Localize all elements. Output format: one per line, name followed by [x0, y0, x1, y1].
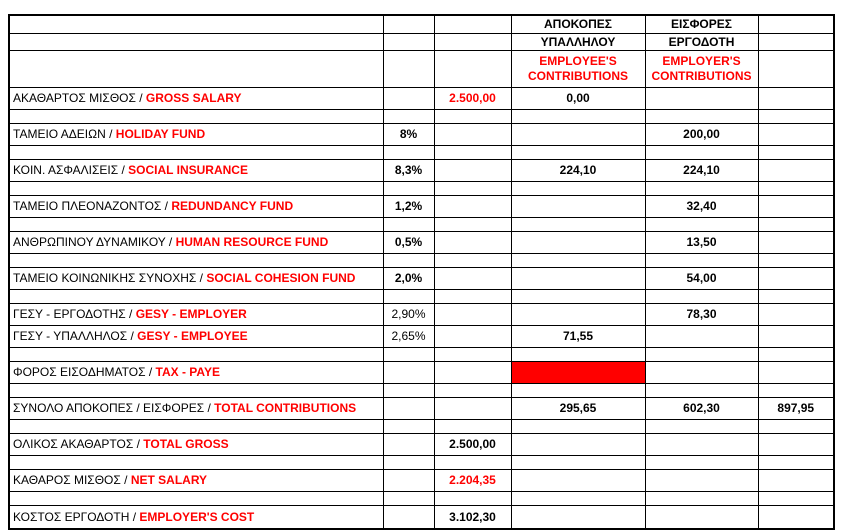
row-employers-cost — [9, 505, 834, 529]
row-gesy-employee — [9, 325, 834, 347]
cell-total[interactable] — [758, 231, 834, 253]
cell-employer[interactable] — [645, 433, 758, 455]
label-greek: ΤΑΜΕΙΟ ΠΛΕΟΝΑΖΟΝΤΟΣ / — [13, 199, 172, 213]
cell-employer[interactable] — [645, 505, 758, 529]
cell-blank[interactable] — [758, 217, 834, 231]
cell-blank[interactable] — [758, 253, 834, 267]
cell-employee[interactable] — [511, 195, 645, 217]
cell-employee[interactable]: 0,00 — [511, 87, 645, 109]
cell-blank[interactable] — [383, 33, 434, 50]
cell-blank[interactable] — [383, 289, 434, 303]
label-greek: ΣΥΝΟΛΟ ΑΠΟΚΟΠΕΣ / ΕΙΣΦΟΡΕΣ / — [13, 401, 215, 415]
cell-employee[interactable] — [511, 303, 645, 325]
header-row-greek-1 — [9, 15, 834, 33]
row-social-cohesion-fund — [9, 267, 834, 289]
row-tax-paye — [9, 361, 834, 383]
cell-blank[interactable] — [9, 109, 383, 123]
cell-blank[interactable] — [434, 181, 511, 195]
cell-total[interactable] — [758, 123, 834, 145]
cell-blank[interactable] — [758, 383, 834, 397]
cell-blank[interactable] — [9, 455, 383, 469]
cell-blank[interactable] — [511, 109, 645, 123]
label-english: HOLIDAY FUND — [115, 127, 206, 141]
cell-blank[interactable] — [758, 50, 834, 87]
cell-employer[interactable]: 13,50 — [645, 231, 758, 253]
spacer-row — [9, 455, 834, 469]
cell-employee[interactable] — [511, 505, 645, 529]
cell-blank[interactable] — [434, 217, 511, 231]
cell-blank[interactable] — [9, 50, 383, 87]
cell-blank[interactable] — [645, 491, 758, 505]
cell-blank[interactable] — [434, 419, 511, 433]
cell-blank[interactable] — [434, 455, 511, 469]
cell-blank[interactable] — [758, 33, 834, 50]
cell-blank[interactable] — [434, 491, 511, 505]
spacer-row — [9, 419, 834, 433]
label-greek: ΤΑΜΕΙΟ ΑΔΕΙΩΝ / — [13, 127, 116, 141]
cell-percent[interactable]: 8% — [383, 123, 434, 145]
cell-blank[interactable] — [511, 145, 645, 159]
cell-amount[interactable]: 3.102,30 — [434, 505, 511, 529]
cell-employee[interactable]: 295,65 — [511, 397, 645, 419]
cell-label[interactable] — [9, 123, 383, 145]
cell-blank[interactable] — [434, 33, 511, 50]
cell-amount[interactable]: 2.500,00 — [434, 433, 511, 455]
cell-total[interactable] — [758, 505, 834, 529]
cell-amount[interactable] — [434, 303, 511, 325]
cell-blank[interactable] — [645, 347, 758, 361]
cell-employee[interactable]: 71,55 — [511, 325, 645, 347]
cell-employer[interactable]: 32,40 — [645, 195, 758, 217]
header-deductions-greek[interactable]: ΑΠΟΚΟΠΕΣ — [511, 15, 645, 33]
cell-total[interactable] — [758, 469, 834, 491]
cell-blank[interactable] — [758, 347, 834, 361]
label-greek: ΑΝΘΡΩΠΙΝΟΥ ΔΥΝΑΜΙΚΟΥ / — [13, 235, 176, 249]
cell-blank[interactable] — [434, 109, 511, 123]
cell-total[interactable] — [758, 87, 834, 109]
cell-blank[interactable] — [511, 419, 645, 433]
cell-percent[interactable] — [383, 361, 434, 383]
cell-blank[interactable] — [383, 109, 434, 123]
label-english: SOCIAL INSURANCE — [128, 163, 248, 177]
cell-label[interactable] — [9, 325, 383, 347]
cell-blank[interactable] — [383, 15, 434, 33]
spacer-row — [9, 289, 834, 303]
cell-blank[interactable] — [758, 109, 834, 123]
cell-employer[interactable] — [645, 469, 758, 491]
cell-percent[interactable] — [383, 469, 434, 491]
cell-employer[interactable] — [645, 87, 758, 109]
cell-label[interactable] — [9, 231, 383, 253]
spacer-row — [9, 491, 834, 505]
row-gross-salary — [9, 87, 834, 109]
row-holiday-fund — [9, 123, 834, 145]
cell-total[interactable]: 897,95 — [758, 397, 834, 419]
cell-label[interactable] — [9, 433, 383, 455]
label-english: TAX - PAYE — [155, 365, 220, 379]
cell-total[interactable] — [758, 433, 834, 455]
cell-blank[interactable] — [511, 383, 645, 397]
cell-blank[interactable] — [511, 455, 645, 469]
cell-employee[interactable] — [511, 123, 645, 145]
cell-amount[interactable] — [434, 159, 511, 181]
header-employee-english-line2: CONTRIBUTIONS — [528, 68, 628, 83]
label-greek: ΓΕΣΥ - ΕΡΓΟΔΟΤΗΣ / — [13, 307, 136, 321]
row-gesy-employer — [9, 303, 834, 325]
cell-percent[interactable] — [383, 505, 434, 529]
header-employer-english[interactable] — [645, 50, 758, 87]
cell-label[interactable] — [9, 505, 383, 529]
cell-blank[interactable] — [9, 491, 383, 505]
label-greek: ΦΟΡΟΣ ΕΙΣΟΔΗΜΑΤΟΣ / — [13, 365, 156, 379]
cell-employee[interactable] — [511, 433, 645, 455]
cell-blank[interactable] — [645, 383, 758, 397]
label-greek: ΚΟΙΝ. ΑΣΦΑΛΙΣΕΙΣ / — [13, 163, 129, 177]
cell-blank[interactable] — [511, 289, 645, 303]
cell-blank[interactable] — [383, 145, 434, 159]
cell-percent[interactable]: 1,2% — [383, 195, 434, 217]
row-redundancy-fund — [9, 195, 834, 217]
label-greek: ΤΑΜΕΙΟ ΚΟΙΝΩΝΙΚΗΣ ΣΥΝΟΧΗΣ / — [13, 271, 207, 285]
label-greek: ΚΟΣΤΟΣ ΕΡΓΟΔΟΤΗ / — [13, 509, 140, 524]
cell-blank[interactable] — [9, 289, 383, 303]
cell-label[interactable] — [9, 195, 383, 217]
cell-blank[interactable] — [645, 253, 758, 267]
header-employer-english-line1: EMPLOYER'S — [662, 53, 741, 68]
cell-blank[interactable] — [383, 181, 434, 195]
payroll-spreadsheet — [8, 14, 835, 530]
cell-percent[interactable]: 2,65% — [383, 325, 434, 347]
cell-total[interactable] — [758, 303, 834, 325]
cell-total[interactable] — [758, 159, 834, 181]
cell-percent[interactable] — [383, 397, 434, 419]
label-greek: ΓΕΣΥ - ΥΠΑΛΛΗΛΟΣ / — [13, 329, 138, 343]
cell-employer[interactable] — [645, 361, 758, 383]
label-english: HUMAN RESOURCE FUND — [175, 235, 329, 249]
cell-blank[interactable] — [511, 217, 645, 231]
cell-blank[interactable] — [758, 455, 834, 469]
cell-total[interactable] — [758, 361, 834, 383]
row-net-salary — [9, 469, 834, 491]
cell-blank[interactable] — [9, 383, 383, 397]
cell-blank[interactable] — [511, 253, 645, 267]
cell-amount[interactable] — [434, 231, 511, 253]
cell-label[interactable] — [9, 303, 383, 325]
cell-employee-highlighted[interactable] — [511, 361, 645, 383]
cell-blank[interactable] — [383, 253, 434, 267]
cell-percent[interactable] — [383, 87, 434, 109]
cell-blank[interactable] — [645, 109, 758, 123]
spacer-row — [9, 217, 834, 231]
spacer-row — [9, 181, 834, 195]
spacer-row — [9, 145, 834, 159]
cell-total[interactable] — [758, 267, 834, 289]
header-employer-english-line2: CONTRIBUTIONS — [651, 68, 752, 83]
label-english: GROSS SALARY — [145, 91, 242, 105]
cell-blank[interactable] — [9, 347, 383, 361]
cell-employer[interactable]: 200,00 — [645, 123, 758, 145]
cell-blank[interactable] — [383, 419, 434, 433]
cell-blank[interactable] — [383, 455, 434, 469]
cell-blank[interactable] — [645, 145, 758, 159]
cell-amount[interactable] — [434, 123, 511, 145]
cell-percent[interactable]: 2,0% — [383, 267, 434, 289]
cell-employee[interactable] — [511, 231, 645, 253]
cell-blank[interactable] — [758, 15, 834, 33]
cell-amount[interactable]: 2.500,00 — [434, 87, 511, 109]
cell-label[interactable] — [9, 397, 383, 419]
row-social-insurance — [9, 159, 834, 181]
cell-blank[interactable] — [511, 181, 645, 195]
cell-employee[interactable] — [511, 267, 645, 289]
label-english: NET SALARY — [130, 473, 208, 487]
cell-blank[interactable] — [9, 181, 383, 195]
cell-blank[interactable] — [758, 289, 834, 303]
cell-blank[interactable] — [434, 145, 511, 159]
cell-label[interactable] — [9, 267, 383, 289]
header-row-greek-2 — [9, 33, 834, 50]
cell-employer[interactable]: 602,30 — [645, 397, 758, 419]
spacer-row — [9, 347, 834, 361]
cell-blank[interactable] — [758, 145, 834, 159]
cell-blank[interactable] — [645, 289, 758, 303]
header-row-english — [9, 50, 834, 87]
cell-blank[interactable] — [434, 383, 511, 397]
cell-blank[interactable] — [434, 347, 511, 361]
label-english: SOCIAL COHESION FUND — [206, 271, 356, 285]
cell-employer[interactable]: 78,30 — [645, 303, 758, 325]
payroll-table — [8, 14, 835, 530]
cell-amount[interactable] — [434, 397, 511, 419]
spacer-row — [9, 383, 834, 397]
header-contributions-greek[interactable]: ΕΙΣΦΟΡΕΣ — [645, 15, 758, 33]
cell-percent[interactable] — [383, 433, 434, 455]
cell-blank[interactable] — [758, 419, 834, 433]
cell-blank[interactable] — [9, 145, 383, 159]
header-employer-greek[interactable]: ΕΡΓΟΔΟΤΗ — [645, 33, 758, 50]
cell-blank[interactable] — [383, 217, 434, 231]
cell-blank[interactable] — [645, 455, 758, 469]
cell-employee[interactable]: 224,10 — [511, 159, 645, 181]
cell-amount[interactable] — [434, 195, 511, 217]
cell-blank[interactable] — [383, 491, 434, 505]
row-human-resource-fund — [9, 231, 834, 253]
spacer-row — [9, 253, 834, 267]
cell-total[interactable] — [758, 325, 834, 347]
cell-amount[interactable] — [434, 325, 511, 347]
cell-blank[interactable] — [758, 491, 834, 505]
label-english: EMPLOYER'S COST — [139, 509, 255, 524]
label-greek: ΑΚΑΘΑΡΤΟΣ ΜΙΣΘΟΣ / — [13, 91, 146, 105]
cell-blank[interactable] — [434, 253, 511, 267]
header-employee-greek[interactable]: ΥΠΑΛΛΗΛΟΥ — [511, 33, 645, 50]
cell-blank[interactable] — [9, 217, 383, 231]
label-english: GESY - EMPLOYER — [135, 307, 247, 321]
cell-blank[interactable] — [434, 50, 511, 87]
cell-amount[interactable] — [434, 361, 511, 383]
cell-blank[interactable] — [645, 419, 758, 433]
cell-amount[interactable]: 2.204,35 — [434, 469, 511, 491]
header-employee-english-line1: EMPLOYEE'S — [539, 53, 617, 68]
cell-blank[interactable] — [645, 217, 758, 231]
cell-blank[interactable] — [383, 347, 434, 361]
cell-label[interactable] — [9, 469, 383, 491]
cell-blank[interactable] — [434, 289, 511, 303]
label-english: GESY - EMPLOYEE — [137, 329, 248, 343]
cell-blank[interactable] — [9, 253, 383, 267]
cell-percent[interactable]: 8,3% — [383, 159, 434, 181]
label-english: REDUNDANCY FUND — [171, 199, 294, 213]
cell-amount[interactable] — [434, 267, 511, 289]
row-total-contributions — [9, 397, 834, 419]
cell-blank[interactable] — [511, 491, 645, 505]
cell-percent[interactable]: 2,90% — [383, 303, 434, 325]
cell-blank[interactable] — [758, 181, 834, 195]
cell-blank[interactable] — [9, 15, 383, 33]
cell-employer[interactable]: 54,00 — [645, 267, 758, 289]
cell-employee[interactable] — [511, 469, 645, 491]
cell-label[interactable] — [9, 361, 383, 383]
cell-label[interactable] — [9, 87, 383, 109]
label-english: TOTAL GROSS — [143, 437, 229, 451]
label-english: TOTAL CONTRIBUTIONS — [214, 401, 357, 415]
cell-blank[interactable] — [645, 181, 758, 195]
label-greek: ΚΑΘΑΡΟΣ ΜΙΣΘΟΣ / — [13, 473, 131, 487]
cell-employer[interactable] — [645, 325, 758, 347]
header-employee-english[interactable] — [511, 50, 645, 87]
cell-employer[interactable]: 224,10 — [645, 159, 758, 181]
cell-blank[interactable] — [511, 347, 645, 361]
row-total-gross — [9, 433, 834, 455]
cell-blank[interactable] — [383, 50, 434, 87]
cell-label[interactable] — [9, 159, 383, 181]
cell-blank[interactable] — [9, 33, 383, 50]
spacer-row — [9, 109, 834, 123]
cell-total[interactable] — [758, 195, 834, 217]
label-greek: ΟΛΙΚΟΣ ΑΚΑΘΑΡΤΟΣ / — [13, 437, 144, 451]
cell-blank[interactable] — [9, 419, 383, 433]
cell-blank[interactable] — [383, 383, 434, 397]
cell-blank[interactable] — [434, 15, 511, 33]
cell-percent[interactable]: 0,5% — [383, 231, 434, 253]
